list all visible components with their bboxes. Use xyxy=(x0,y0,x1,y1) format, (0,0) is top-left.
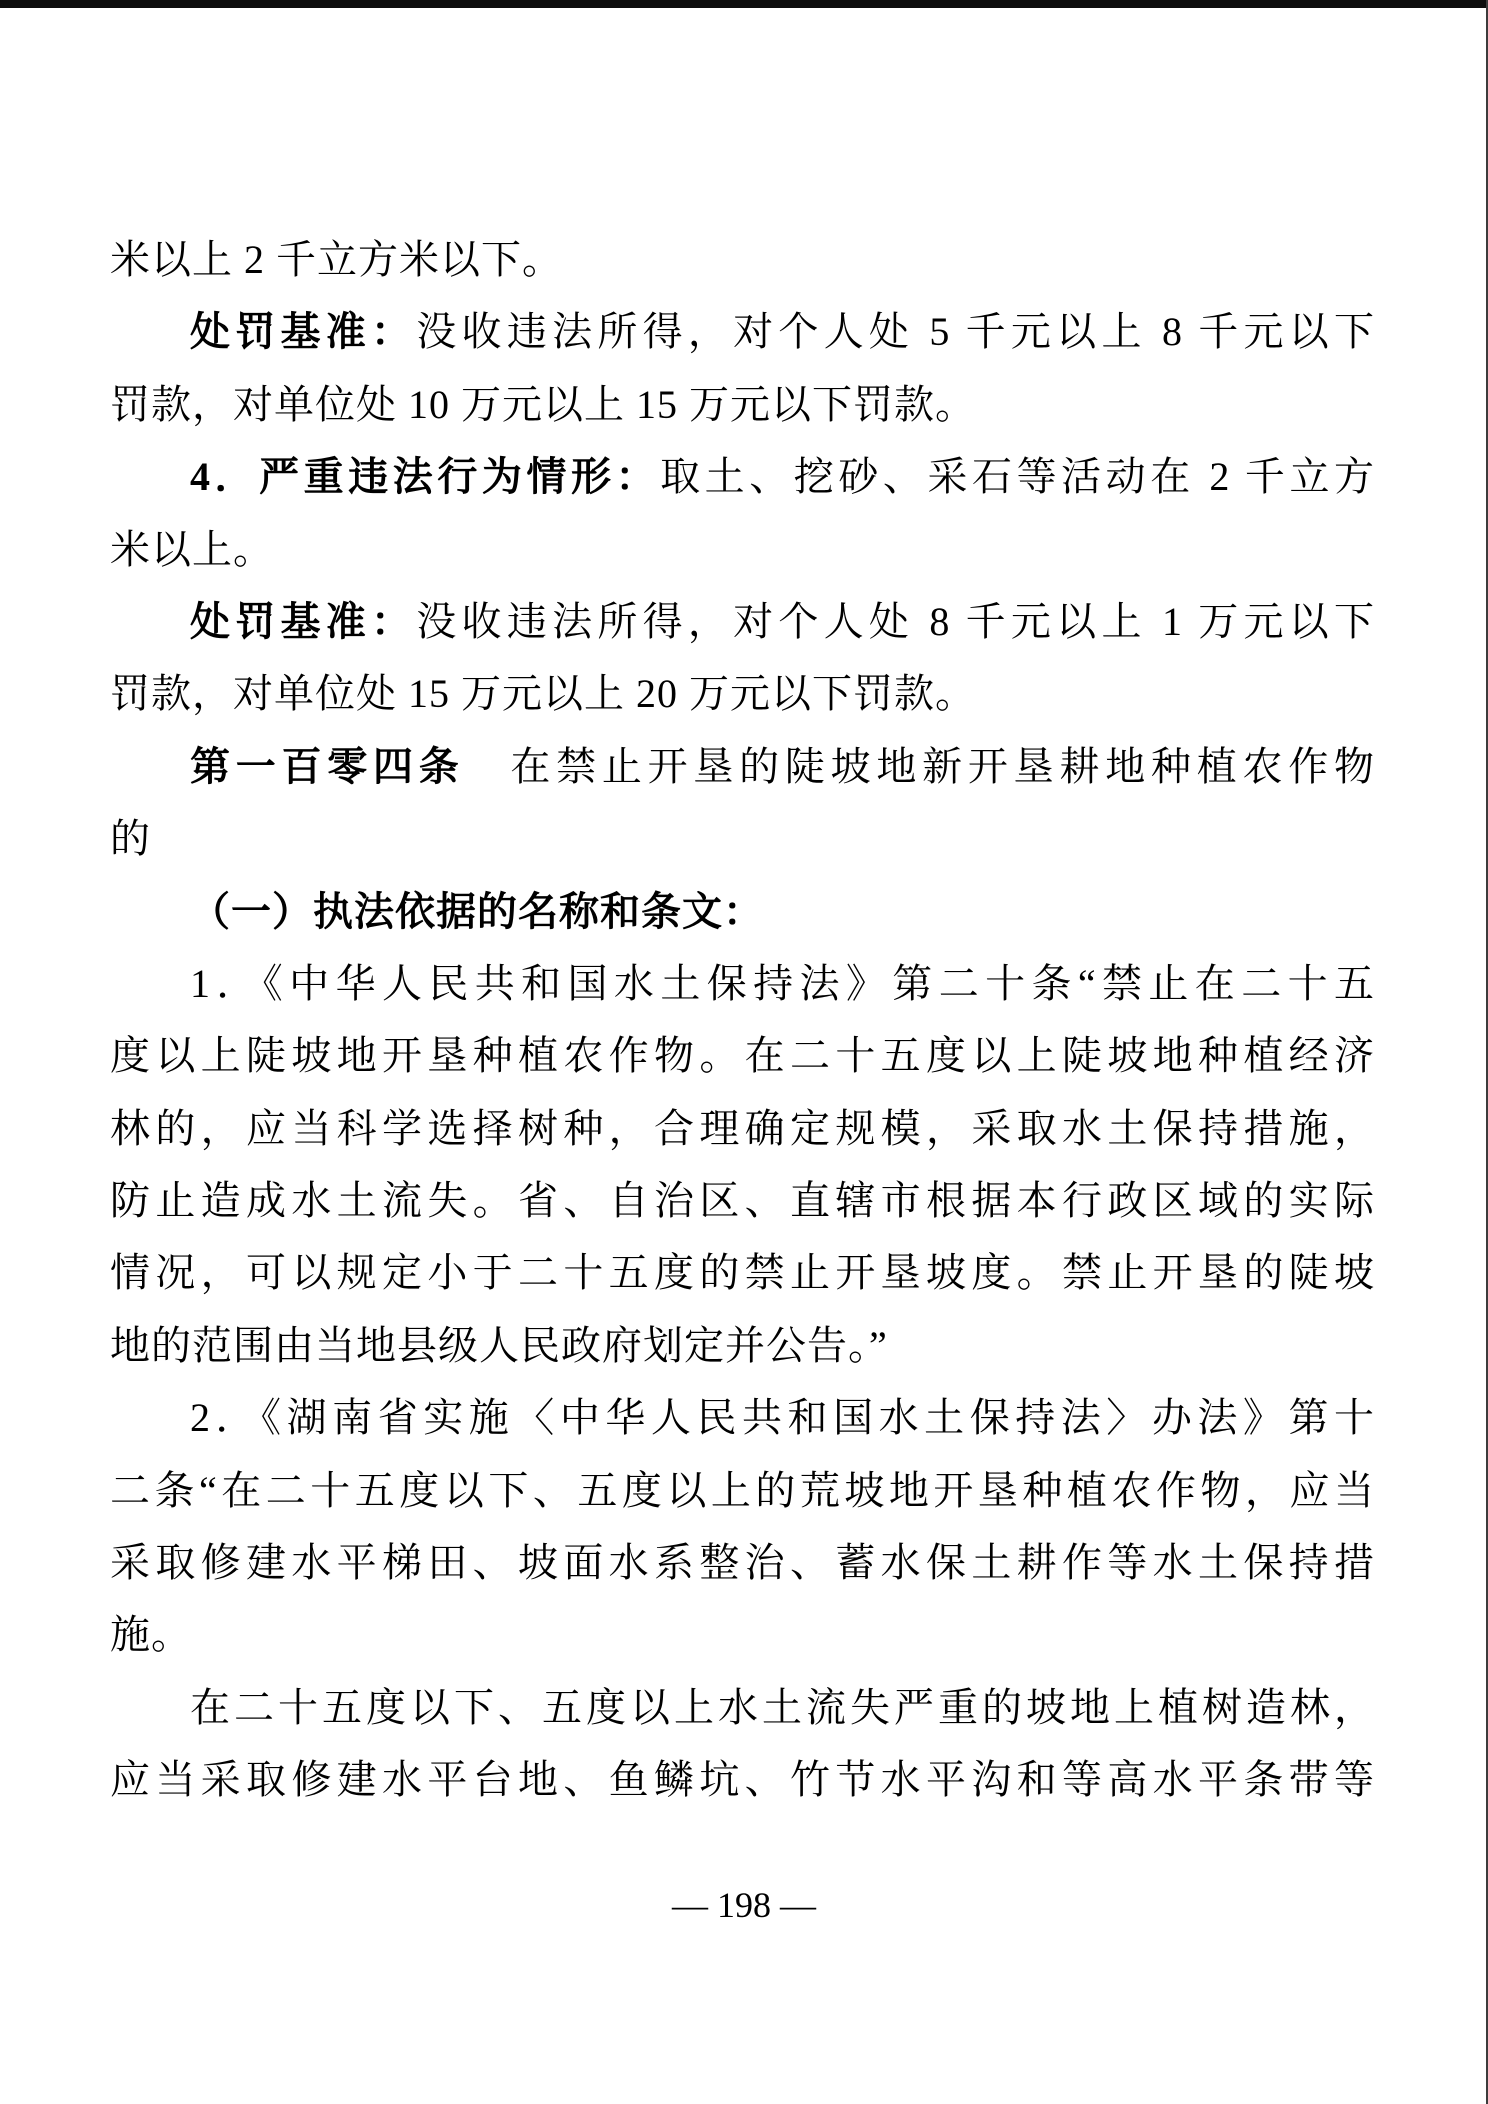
text-line: 情况，可以规定小于二十五度的禁止开垦坡度。禁止开垦的陡坡 xyxy=(110,1250,1375,1296)
text-line: 施。 xyxy=(110,1612,192,1658)
text-line: 二条“在二十五度以下、五度以上的荒坡地开垦种植农作物，应当 xyxy=(110,1467,1375,1513)
text-line: 防止造成水土流失。省、自治区、直辖市根据本行政区域的实际 xyxy=(110,1178,1375,1224)
bold-heading-run: 第一百零四条 xyxy=(190,743,465,789)
text-line: 米以上 2 千立方米以下。 xyxy=(110,237,563,282)
text-line: 处罚基准：没收违法所得，对个人处 5 千元以上 8 千元以下 xyxy=(190,309,1376,355)
text-line: 地的范围由当地县级人民政府划定并公告。” xyxy=(110,1322,888,1368)
document-body xyxy=(110,224,1375,1817)
text-line: 罚款，对单位处 10 万元以上 15 万元以下罚款。 xyxy=(110,381,976,427)
text-line: 度以上陡坡地开垦种植农作物。在二十五度以上陡坡地种植经济 xyxy=(110,1033,1375,1079)
text-line: 米以上。 xyxy=(110,526,274,572)
text-line: 4．严重违法行为情形：取土、挖砂、采石等活动在 2 千立方 xyxy=(190,454,1376,500)
text-line: 在二十五度以下、五度以上水土流失严重的坡地上植树造林， xyxy=(190,1684,1375,1730)
text-line: 处罚基准：没收违法所得，对个人处 8 千元以上 1 万元以下 xyxy=(190,598,1376,644)
text-line: 2．《湖南省实施〈中华人民共和国水土保持法〉办法》第十 xyxy=(190,1395,1375,1441)
page-number: — 198 — xyxy=(672,1885,816,1925)
page-top-border xyxy=(0,0,1488,8)
text-line: 应当采取修建水平台地、鱼鳞坑、竹节水平沟和等高水平条带等 xyxy=(110,1757,1375,1803)
text-line xyxy=(110,876,1375,948)
text-line: 罚款，对单位处 15 万元以上 20 万元以下罚款。 xyxy=(110,671,976,717)
text-line: 1．《中华人民共和国水土保持法》第二十条“禁止在二十五 xyxy=(190,960,1375,1006)
text-line: 第一百零四条 在禁止开垦的陡坡地新开垦耕地种植农作物 xyxy=(190,743,1376,789)
text-line: 采取修建水平梯田、坡面水系整治、蓄水保土耕作等水土保持措 xyxy=(110,1540,1375,1586)
text-line: 林的，应当科学选择树种，合理确定规模，采取水土保持措施， xyxy=(110,1105,1375,1151)
bold-heading-run: 处罚基准： xyxy=(190,309,417,355)
bold-heading-run: 处罚基准： xyxy=(190,598,417,644)
bold-heading-run: 4．严重违法行为情形： xyxy=(190,454,661,500)
bold-heading-run: （一）执法依据的名称和条文： xyxy=(190,888,764,934)
text-line: 的 xyxy=(110,816,151,862)
